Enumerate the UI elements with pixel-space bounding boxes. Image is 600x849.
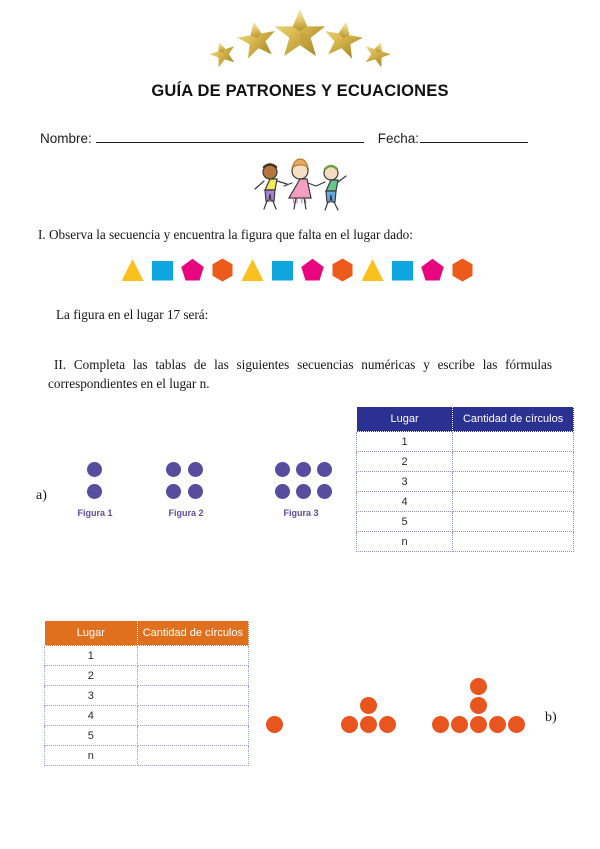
- name-label: Nombre:: [40, 131, 92, 146]
- sequence-question: La figura en el lugar 17 será:: [56, 307, 209, 322]
- table-row: [357, 432, 574, 452]
- three-children-holding-hands-icon: [240, 156, 360, 214]
- dot: [87, 484, 102, 499]
- dot: [470, 678, 487, 695]
- five-gold-stars-icon: [205, 10, 395, 72]
- cell-lugar: n: [45, 746, 138, 766]
- table-header-row: [357, 407, 574, 432]
- cell-lugar: 1: [45, 646, 138, 666]
- sequence-shape-pentagon: [300, 255, 325, 285]
- cell-cantidad[interactable]: [137, 686, 248, 706]
- date-label: Fecha:: [377, 131, 420, 146]
- column-header-lugar: Lugar: [357, 407, 453, 432]
- figure-a-2: [160, 462, 212, 524]
- sequence-shape-square: [150, 255, 175, 285]
- cell-cantidad[interactable]: [137, 746, 248, 766]
- stars-banner: [0, 8, 600, 72]
- figure-b-2: [338, 676, 402, 736]
- dot: [275, 484, 290, 499]
- cell-lugar: 5: [357, 512, 453, 532]
- dot: [432, 716, 449, 733]
- cell-lugar: 2: [357, 452, 453, 472]
- table-b-body: [45, 646, 249, 766]
- cell-cantidad[interactable]: [453, 452, 574, 472]
- dot: [188, 484, 203, 499]
- column-header-lugar: Lugar: [45, 621, 138, 646]
- name-input-line[interactable]: [96, 130, 364, 143]
- cell-lugar: 4: [45, 706, 138, 726]
- table-row: [45, 686, 249, 706]
- cell-cantidad[interactable]: [137, 646, 248, 666]
- cell-cantidad[interactable]: [137, 706, 248, 726]
- table-row: [45, 746, 249, 766]
- cell-cantidad[interactable]: [453, 492, 574, 512]
- item-a-letter: a): [36, 488, 47, 503]
- table-row: [45, 706, 249, 726]
- table-header-row: [45, 621, 249, 646]
- column-header-cantidad: Cantidad de círculos: [453, 407, 574, 432]
- sequence-shape-triangle: [120, 255, 145, 285]
- table-row: [357, 492, 574, 512]
- sequence-shape-hexagon: [210, 255, 235, 285]
- dot: [266, 716, 283, 733]
- figure-b-1: [266, 676, 290, 736]
- dot: [296, 484, 311, 499]
- table-a-body: [357, 432, 574, 552]
- dot: [166, 484, 181, 499]
- dot: [379, 716, 396, 733]
- dot: [508, 716, 525, 733]
- cell-lugar: 2: [45, 666, 138, 686]
- cell-lugar: 1: [357, 432, 453, 452]
- dot: [317, 484, 332, 499]
- figure-a-1: [72, 462, 118, 524]
- figure-b-3: [430, 668, 530, 736]
- dot: [489, 716, 506, 733]
- dot: [470, 716, 487, 733]
- table-row: [357, 452, 574, 472]
- table-row: [45, 726, 249, 746]
- figure-a-3-caption: Figura 3: [283, 508, 319, 518]
- sequence-shape-pentagon: [420, 255, 445, 285]
- children-clipart: [240, 156, 360, 214]
- cell-lugar: 4: [357, 492, 453, 512]
- cell-cantidad[interactable]: [453, 532, 574, 552]
- sequence-shape-pentagon: [180, 255, 205, 285]
- dot: [188, 462, 203, 477]
- cell-cantidad[interactable]: [453, 512, 574, 532]
- dot: [360, 697, 377, 714]
- figure-a-2-caption: Figura 2: [168, 508, 204, 518]
- dot: [87, 462, 102, 477]
- sequence-shape-hexagon: [330, 255, 355, 285]
- cell-cantidad[interactable]: [137, 666, 248, 686]
- figure-a-1-caption: Figura 1: [77, 508, 113, 518]
- cell-lugar: 3: [45, 686, 138, 706]
- dot: [296, 462, 311, 477]
- table-item-b: [44, 620, 249, 766]
- date-input-line[interactable]: [420, 130, 528, 143]
- item-b-letter: b): [545, 710, 557, 725]
- student-fields-row: [40, 130, 568, 146]
- cell-cantidad[interactable]: [137, 726, 248, 746]
- shape-sequence: [120, 250, 480, 290]
- table-item-a: [356, 406, 574, 552]
- dot: [166, 462, 181, 477]
- sequence-shape-triangle: [240, 255, 265, 285]
- figure-a-3: [268, 462, 334, 524]
- dot: [470, 697, 487, 714]
- cell-lugar: 3: [357, 472, 453, 492]
- table-row: [357, 532, 574, 552]
- sequence-shape-hexagon: [450, 255, 475, 285]
- section-2-instruction: II. Completa las tablas de las siguientes secuencias numéricas y escribe las fórmulas correspondientes en el lugar n.: [48, 357, 552, 392]
- page-title: GUÍA DE PATRONES Y ECUACIONES: [151, 82, 449, 100]
- cell-lugar: n: [357, 532, 453, 552]
- dot: [341, 716, 358, 733]
- section-1-instruction: I. Observa la secuencia y encuentra la figura que falta en el lugar dado:: [38, 227, 413, 242]
- cell-cantidad[interactable]: [453, 472, 574, 492]
- cell-cantidad[interactable]: [453, 432, 574, 452]
- dot: [451, 716, 468, 733]
- table-row: [45, 646, 249, 666]
- sequence-shape-square: [390, 255, 415, 285]
- sequence-shape-square: [270, 255, 295, 285]
- dot: [275, 462, 290, 477]
- table-row: [357, 512, 574, 532]
- cell-lugar: 5: [45, 726, 138, 746]
- dot: [317, 462, 332, 477]
- dot: [360, 716, 377, 733]
- sequence-shape-triangle: [360, 255, 385, 285]
- table-row: [45, 666, 249, 686]
- table-row: [357, 472, 574, 492]
- column-header-cantidad: Cantidad de círculos: [137, 621, 248, 646]
